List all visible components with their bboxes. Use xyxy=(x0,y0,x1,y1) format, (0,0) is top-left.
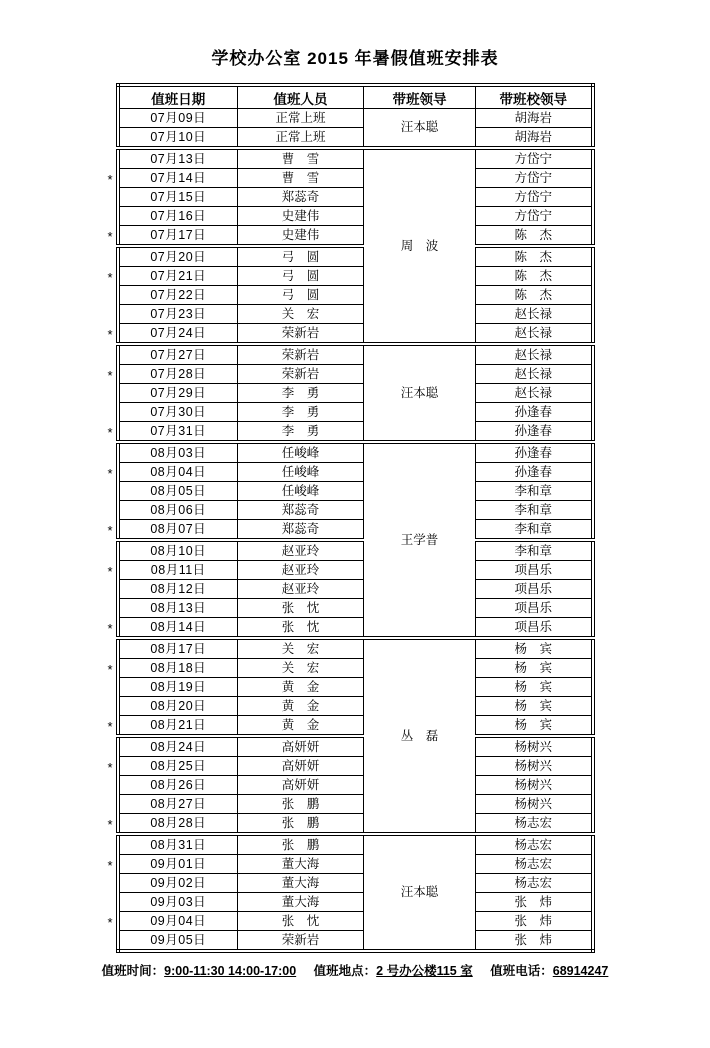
date-text: 09月01日 xyxy=(150,856,207,871)
date-cell xyxy=(118,834,238,855)
date-cell xyxy=(107,324,238,345)
table-row xyxy=(118,678,593,697)
date-text: 07月16日 xyxy=(150,208,207,223)
person-cell: 张 鹏 xyxy=(238,834,364,855)
date-cell xyxy=(118,874,238,893)
star-marker: * xyxy=(107,816,113,832)
person-cell: 任峻峰 xyxy=(238,463,364,482)
table-row xyxy=(118,286,593,305)
date-text: 08月27日 xyxy=(150,796,207,811)
person-cell: 荣新岩 xyxy=(238,931,364,952)
date-cell xyxy=(118,384,238,403)
table-row xyxy=(118,931,593,952)
date-cell xyxy=(118,638,238,659)
person-cell: 赵亚玲 xyxy=(238,540,364,561)
date-text: 07月20日 xyxy=(150,249,207,264)
school-leader-cell: 杨 宾 xyxy=(476,638,593,659)
date-cell xyxy=(107,716,238,737)
date-cell xyxy=(118,776,238,795)
date-cell xyxy=(118,501,238,520)
date-cell xyxy=(107,226,238,247)
date-cell xyxy=(118,109,238,128)
person-cell: 郑蕊奇 xyxy=(238,188,364,207)
school-leader-cell: 陈 杰 xyxy=(476,286,593,305)
school-leader-cell: 赵长禄 xyxy=(476,324,593,345)
date-cell xyxy=(118,893,238,912)
table-row xyxy=(118,226,593,247)
date-text: 07月14日 xyxy=(150,170,207,185)
date-cell xyxy=(118,246,238,267)
school-leader-cell: 方岱宁 xyxy=(476,207,593,226)
date-text: 07月22日 xyxy=(150,287,207,302)
page-title: 学校办公室 2015 年暑假值班安排表 xyxy=(211,49,499,68)
person-cell: 张 忱 xyxy=(238,599,364,618)
person-cell: 李 勇 xyxy=(238,384,364,403)
duty-time-value: 9:00-11:30 14:00-17:00 xyxy=(164,964,297,978)
school-leader-cell: 方岱宁 xyxy=(476,148,593,169)
date-text: 08月21日 xyxy=(150,717,207,732)
star-marker: * xyxy=(107,620,113,636)
duty-time-label: 值班时间： xyxy=(101,964,165,978)
date-text: 08月04日 xyxy=(150,464,207,479)
date-text: 09月02日 xyxy=(150,875,207,890)
duty-phone-segment xyxy=(490,964,608,978)
date-text: 07月31日 xyxy=(150,423,207,438)
school-leader-cell: 张 炜 xyxy=(476,931,593,952)
date-text: 08月17日 xyxy=(150,641,207,656)
date-cell xyxy=(107,422,238,443)
date-text: 09月04日 xyxy=(150,913,207,928)
duty-table-body xyxy=(107,109,593,952)
school-leader-cell: 杨 宾 xyxy=(476,678,593,697)
table-row xyxy=(118,912,593,931)
table-header xyxy=(118,85,593,109)
star-marker: * xyxy=(107,424,113,440)
person-cell: 曹 雪 xyxy=(238,148,364,169)
school-leader-cell: 杨树兴 xyxy=(476,736,593,757)
table-row xyxy=(118,267,593,286)
date-text: 09月05日 xyxy=(150,932,207,947)
star-marker: * xyxy=(107,563,113,579)
person-cell: 史建伟 xyxy=(238,226,364,247)
date-text: 07月15日 xyxy=(150,189,207,204)
person-cell: 正常上班 xyxy=(238,128,364,149)
leader-cell: 周 波 xyxy=(364,148,476,344)
school-leader-cell: 杨志宏 xyxy=(476,834,593,855)
person-cell: 任峻峰 xyxy=(238,442,364,463)
person-cell: 张 忱 xyxy=(238,618,364,639)
date-cell xyxy=(118,207,238,226)
person-cell: 赵亚玲 xyxy=(238,561,364,580)
date-cell xyxy=(118,148,238,169)
date-cell xyxy=(107,463,238,482)
person-cell: 弓 圆 xyxy=(238,267,364,286)
school-leader-cell: 赵长禄 xyxy=(476,384,593,403)
date-text: 08月19日 xyxy=(150,679,207,694)
table-row xyxy=(118,599,593,618)
date-cell xyxy=(107,659,238,678)
person-cell: 弓 圆 xyxy=(238,246,364,267)
table-row xyxy=(118,128,593,149)
date-cell xyxy=(118,442,238,463)
date-cell xyxy=(118,482,238,501)
table-row xyxy=(118,207,593,226)
col-header-leader: 带班领导 xyxy=(364,85,476,109)
date-text: 08月31日 xyxy=(150,837,207,852)
date-cell xyxy=(107,365,238,384)
star-marker: * xyxy=(107,661,113,677)
person-cell: 高妍妍 xyxy=(238,757,364,776)
col-header-duty-date: 值班日期 xyxy=(118,85,238,109)
date-text: 07月21日 xyxy=(150,268,207,283)
person-cell: 董大海 xyxy=(238,893,364,912)
school-leader-cell: 李和章 xyxy=(476,501,593,520)
table-row xyxy=(118,757,593,776)
date-text: 08月05日 xyxy=(150,483,207,498)
table-row xyxy=(118,580,593,599)
date-text: 07月24日 xyxy=(150,325,207,340)
date-text: 08月12日 xyxy=(150,581,207,596)
leader-cell: 王学普 xyxy=(364,442,476,638)
date-cell xyxy=(118,931,238,952)
date-cell xyxy=(118,580,238,599)
school-leader-cell: 孙逢春 xyxy=(476,463,593,482)
school-leader-cell: 陈 杰 xyxy=(476,246,593,267)
date-cell xyxy=(107,757,238,776)
table-row xyxy=(118,324,593,345)
star-marker: * xyxy=(107,367,113,383)
table-row xyxy=(118,403,593,422)
person-cell: 董大海 xyxy=(238,874,364,893)
school-leader-cell: 项昌乐 xyxy=(476,599,593,618)
star-marker: * xyxy=(107,171,113,187)
table-row xyxy=(118,384,593,403)
date-text: 07月27日 xyxy=(150,347,207,362)
table-row xyxy=(118,501,593,520)
header-row xyxy=(118,85,593,109)
date-text: 08月03日 xyxy=(150,445,207,460)
table-row xyxy=(118,893,593,912)
person-cell: 关 宏 xyxy=(238,659,364,678)
school-leader-cell: 杨 宾 xyxy=(476,659,593,678)
duty-phone-label: 值班电话： xyxy=(490,964,553,978)
school-leader-cell: 杨树兴 xyxy=(476,795,593,814)
table-row xyxy=(118,482,593,501)
table-row xyxy=(118,520,593,541)
school-leader-cell: 方岱宁 xyxy=(476,169,593,188)
date-text: 08月11日 xyxy=(150,562,206,577)
table-row xyxy=(118,736,593,757)
date-cell xyxy=(107,520,238,541)
person-cell: 郑蕊奇 xyxy=(238,501,364,520)
school-leader-cell: 杨树兴 xyxy=(476,776,593,795)
person-cell: 弓 圆 xyxy=(238,286,364,305)
date-text: 08月18日 xyxy=(150,660,207,675)
school-leader-cell: 李和章 xyxy=(476,540,593,561)
date-cell xyxy=(107,912,238,931)
date-cell xyxy=(118,305,238,324)
school-leader-cell: 孙逢春 xyxy=(476,442,593,463)
school-leader-cell: 陈 杰 xyxy=(476,267,593,286)
person-cell: 关 宏 xyxy=(238,305,364,324)
date-text: 08月07日 xyxy=(150,521,207,536)
date-cell xyxy=(107,855,238,874)
date-text: 08月14日 xyxy=(150,619,207,634)
table-row xyxy=(118,776,593,795)
date-cell xyxy=(118,736,238,757)
table-row xyxy=(118,814,593,835)
date-text: 08月24日 xyxy=(150,739,207,754)
col-header-duty-person: 值班人员 xyxy=(238,85,364,109)
school-leader-cell: 项昌乐 xyxy=(476,580,593,599)
table-row xyxy=(118,540,593,561)
date-cell xyxy=(107,561,238,580)
date-text: 08月10日 xyxy=(150,543,207,558)
school-leader-cell: 杨志宏 xyxy=(476,874,593,893)
date-text: 07月17日 xyxy=(150,227,207,242)
date-cell xyxy=(118,286,238,305)
school-leader-cell: 李和章 xyxy=(476,482,593,501)
table-row xyxy=(118,109,593,128)
star-marker: * xyxy=(107,269,113,285)
school-leader-cell: 杨志宏 xyxy=(476,814,593,835)
date-cell xyxy=(118,188,238,207)
table-row xyxy=(118,638,593,659)
star-marker: * xyxy=(107,326,113,342)
table-row xyxy=(118,442,593,463)
school-leader-cell: 杨 宾 xyxy=(476,697,593,716)
school-leader-cell: 孙逢春 xyxy=(476,422,593,443)
date-cell xyxy=(118,795,238,814)
table-row xyxy=(118,855,593,874)
date-cell xyxy=(118,344,238,365)
star-marker: * xyxy=(107,465,113,481)
duty-schedule-table xyxy=(107,83,595,953)
duty-place-label: 值班地点： xyxy=(313,964,377,978)
date-cell xyxy=(107,267,238,286)
star-marker: * xyxy=(107,759,113,775)
school-leader-cell: 张 炜 xyxy=(476,912,593,931)
date-text: 07月10日 xyxy=(150,129,207,144)
table-row xyxy=(118,148,593,169)
table-row xyxy=(118,697,593,716)
person-cell: 荣新岩 xyxy=(238,344,364,365)
date-text: 07月29日 xyxy=(150,385,207,400)
table-row xyxy=(118,169,593,188)
person-cell: 关 宏 xyxy=(238,638,364,659)
date-cell xyxy=(118,697,238,716)
school-leader-cell: 杨树兴 xyxy=(476,757,593,776)
date-text: 08月20日 xyxy=(150,698,207,713)
date-text: 08月06日 xyxy=(150,502,207,517)
school-leader-cell: 项昌乐 xyxy=(476,618,593,639)
date-text: 08月13日 xyxy=(150,600,207,615)
person-cell: 李 勇 xyxy=(238,422,364,443)
school-leader-cell: 杨 宾 xyxy=(476,716,593,737)
date-cell xyxy=(118,678,238,697)
date-cell xyxy=(118,403,238,422)
person-cell: 张 鹏 xyxy=(238,795,364,814)
table-row xyxy=(118,365,593,384)
school-leader-cell: 陈 杰 xyxy=(476,226,593,247)
star-marker: * xyxy=(107,718,113,734)
date-text: 07月28日 xyxy=(150,366,207,381)
date-cell xyxy=(107,814,238,835)
date-cell xyxy=(107,169,238,188)
person-cell: 高妍妍 xyxy=(238,776,364,795)
person-cell: 李 勇 xyxy=(238,403,364,422)
person-cell: 高妍妍 xyxy=(238,736,364,757)
leader-cell: 汪本聪 xyxy=(364,344,476,442)
star-marker: * xyxy=(107,914,113,930)
date-text: 07月23日 xyxy=(150,306,207,321)
date-cell xyxy=(118,599,238,618)
table-row xyxy=(118,874,593,893)
star-marker: * xyxy=(107,857,113,873)
person-cell: 赵亚玲 xyxy=(238,580,364,599)
person-cell: 黄 金 xyxy=(238,697,364,716)
table-row xyxy=(118,246,593,267)
person-cell: 正常上班 xyxy=(238,109,364,128)
table-row xyxy=(118,561,593,580)
person-cell: 黄 金 xyxy=(238,716,364,737)
duty-place-value: 2 号办公楼115 室 xyxy=(376,964,473,978)
date-text: 08月25日 xyxy=(150,758,207,773)
school-leader-cell: 杨志宏 xyxy=(476,855,593,874)
person-cell: 任峻峰 xyxy=(238,482,364,501)
person-cell: 荣新岩 xyxy=(238,365,364,384)
person-cell: 荣新岩 xyxy=(238,324,364,345)
school-leader-cell: 胡海岩 xyxy=(476,109,593,128)
school-leader-cell: 孙逢春 xyxy=(476,403,593,422)
duty-phone-value: 68914247 xyxy=(552,964,609,978)
star-marker: * xyxy=(107,228,113,244)
person-cell: 张 鹏 xyxy=(238,814,364,835)
person-cell: 黄 金 xyxy=(238,678,364,697)
school-leader-cell: 方岱宁 xyxy=(476,188,593,207)
table-row xyxy=(118,188,593,207)
table-row xyxy=(118,422,593,443)
person-cell: 史建伟 xyxy=(238,207,364,226)
document-page xyxy=(0,44,710,1048)
school-leader-cell: 张 炜 xyxy=(476,893,593,912)
date-text: 08月26日 xyxy=(150,777,207,792)
leader-cell: 汪本聪 xyxy=(364,834,476,951)
table-row xyxy=(118,716,593,737)
person-cell: 张 忱 xyxy=(238,912,364,931)
person-cell: 郑蕊奇 xyxy=(238,520,364,541)
table-row xyxy=(118,618,593,639)
person-cell: 董大海 xyxy=(238,855,364,874)
date-text: 07月09日 xyxy=(150,110,207,125)
school-leader-cell: 赵长禄 xyxy=(476,344,593,365)
table-row xyxy=(118,659,593,678)
date-cell xyxy=(107,618,238,639)
school-leader-cell: 胡海岩 xyxy=(476,128,593,149)
date-text: 07月30日 xyxy=(150,404,207,419)
person-cell: 曹 雪 xyxy=(238,169,364,188)
date-cell xyxy=(118,128,238,149)
school-leader-cell: 李和章 xyxy=(476,520,593,541)
date-text: 09月03日 xyxy=(150,894,207,909)
school-leader-cell: 项昌乐 xyxy=(476,561,593,580)
table-row xyxy=(118,795,593,814)
table-row xyxy=(118,834,593,855)
footer-info xyxy=(0,961,710,979)
date-text: 08月28日 xyxy=(150,815,207,830)
date-text: 07月13日 xyxy=(150,151,207,166)
leader-cell: 汪本聪 xyxy=(364,109,476,149)
table-row xyxy=(118,463,593,482)
school-leader-cell: 赵长禄 xyxy=(476,365,593,384)
leader-cell: 丛 磊 xyxy=(364,638,476,834)
duty-time-segment xyxy=(102,964,297,978)
duty-place-segment xyxy=(314,964,473,978)
school-leader-cell: 赵长禄 xyxy=(476,305,593,324)
date-cell xyxy=(118,540,238,561)
table-row xyxy=(118,305,593,324)
star-marker: * xyxy=(107,522,113,538)
col-header-school-leader: 带班校领导 xyxy=(476,85,593,109)
table-row xyxy=(118,344,593,365)
